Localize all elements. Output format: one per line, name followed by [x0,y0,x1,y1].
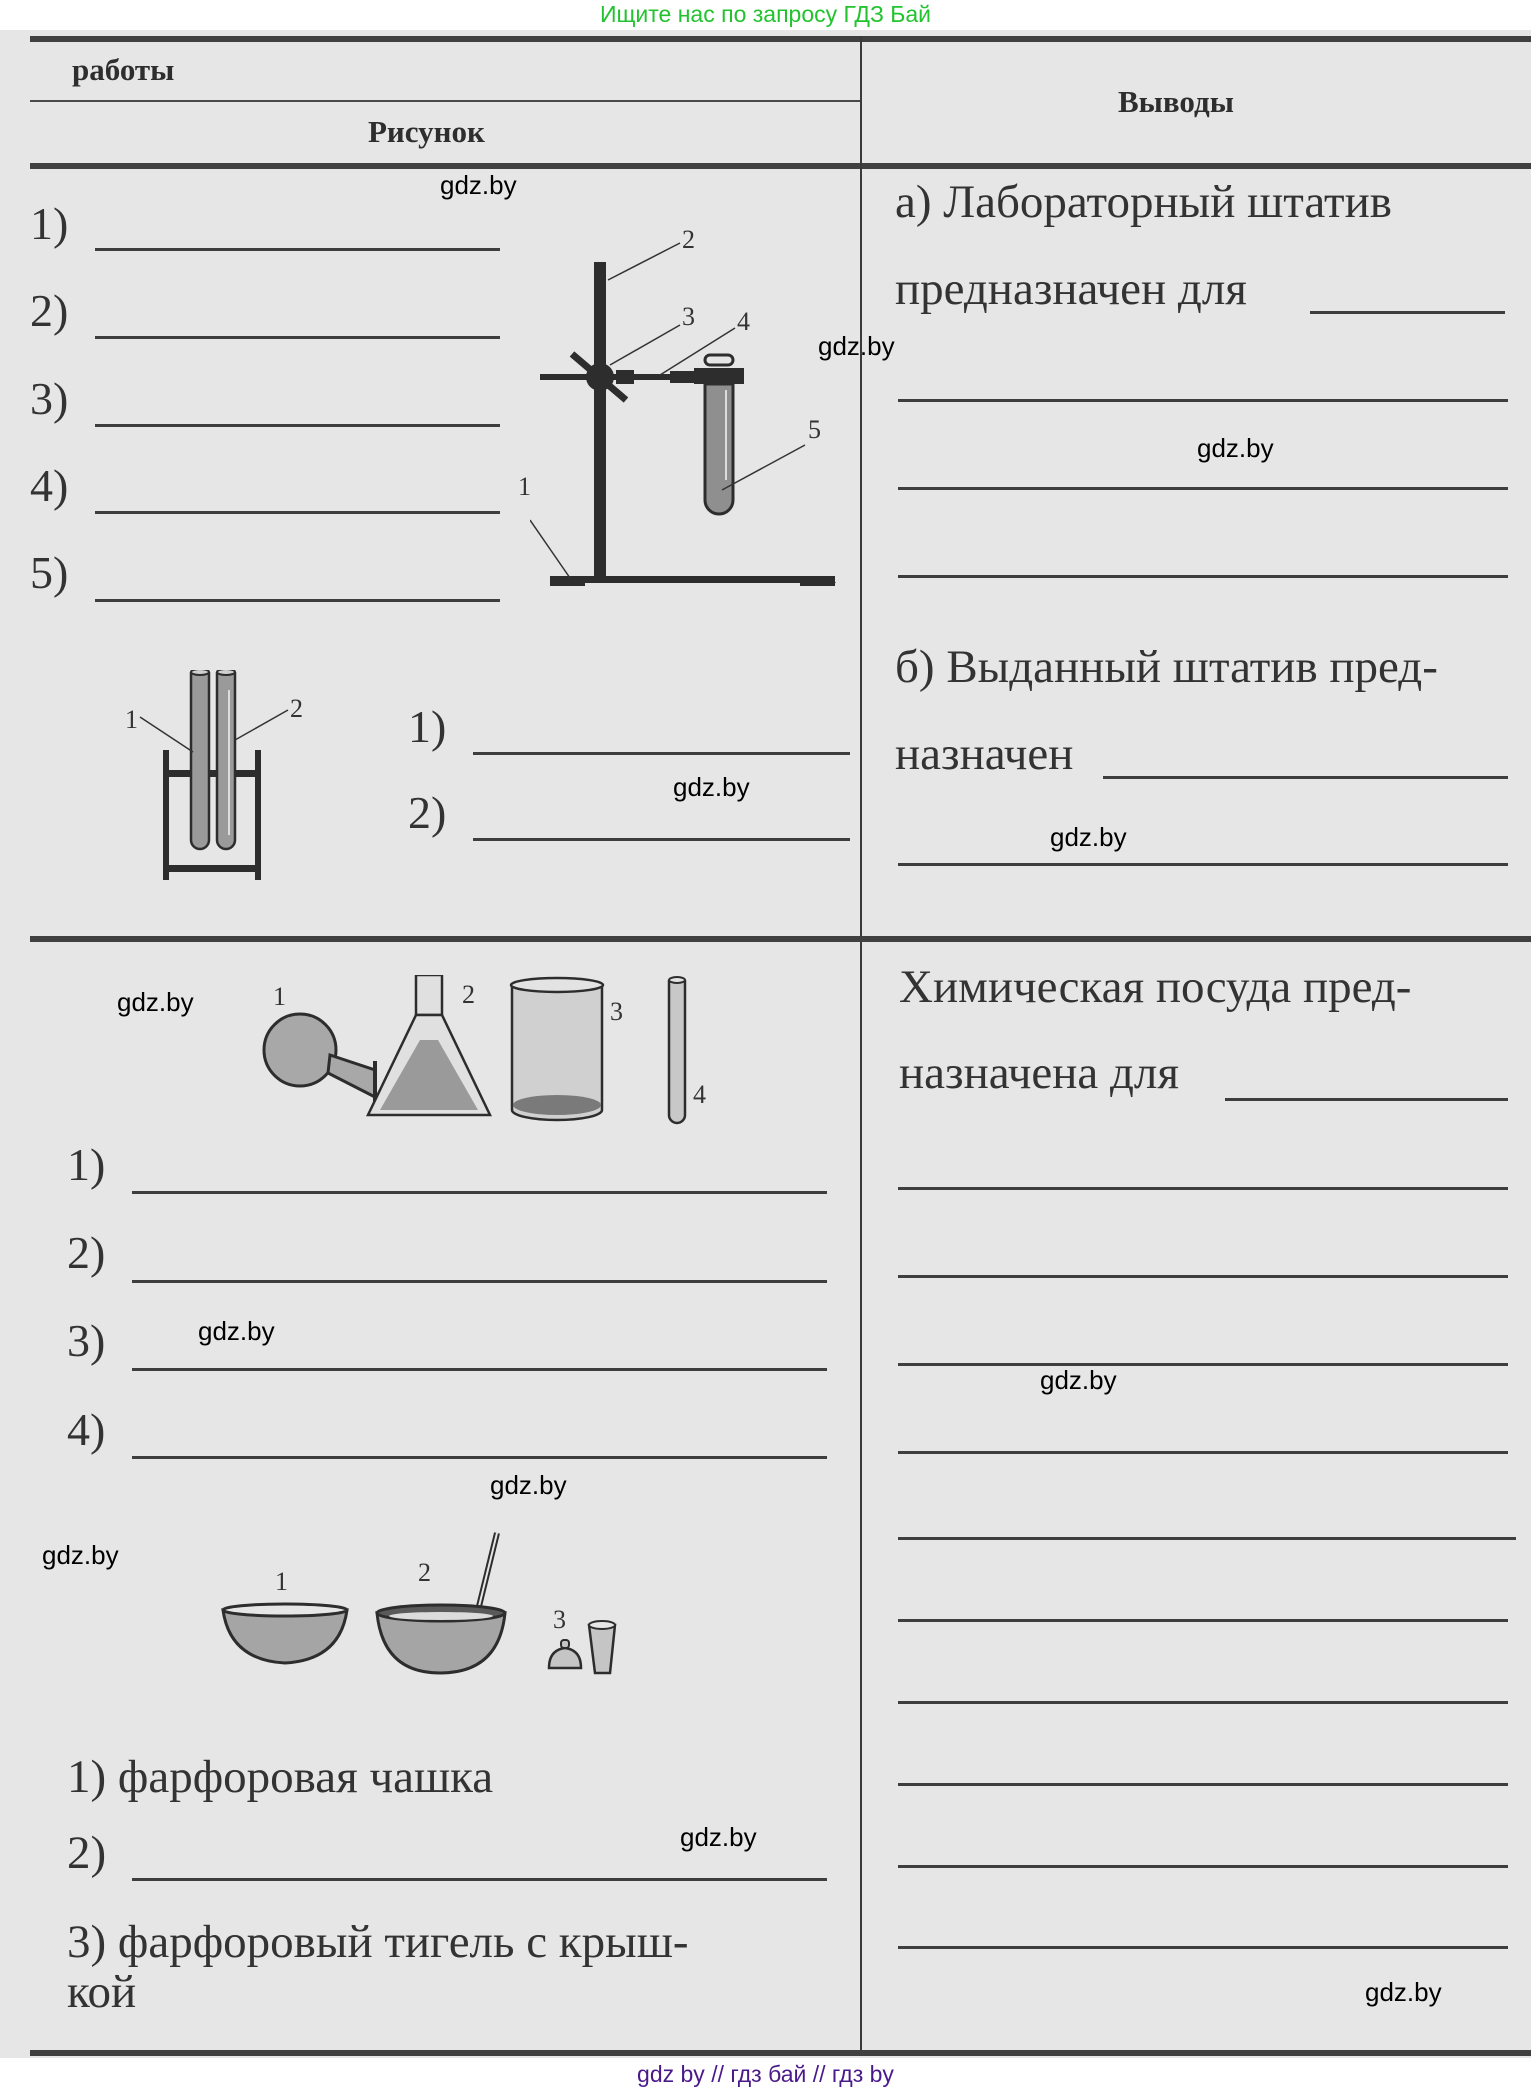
header-sub-divider [30,100,861,102]
answer-num: 3) [67,1315,106,1366]
answer-line[interactable] [95,511,500,514]
answer-num: 5) [30,547,69,598]
answer-num: 1) [408,701,447,752]
answer-line[interactable] [1103,776,1508,779]
header-left-top: работы [72,52,175,87]
answer-num: 2) [67,1227,106,1278]
answer-line[interactable] [95,336,500,339]
answer-num: 4) [30,460,69,511]
answer-line[interactable] [898,1783,1508,1786]
watermark: gdz.by [1365,1977,1442,2007]
answer-num: 3) [30,373,69,424]
bottom-banner: gdz by // гдз бай // гдз by [637,2061,894,2087]
answer-line[interactable] [1310,311,1505,314]
answer-line[interactable] [898,1451,1508,1454]
svg-text:5: 5 [808,415,821,444]
item-text: фарфоровый тигель с крыш- [117,1916,689,1968]
header-bottom-border [30,163,1531,169]
watermark: gdz.by [818,331,895,361]
watermark: gdz.by [1050,822,1127,852]
answer-num: 2) [30,285,69,336]
svg-text:3: 3 [553,1605,566,1634]
answer-num: 1) [30,198,69,249]
answer-line[interactable] [898,1363,1508,1366]
answer-line[interactable] [132,1191,827,1194]
porcelain-figure [215,1525,635,1675]
header-conclusions: Выводы [1118,84,1234,119]
stand-label-1: 1 [518,472,531,501]
answer-num: 2) [408,787,447,838]
conclusion-b-line1: б) Выданный штатив пред- [895,641,1438,693]
watermark: gdz.by [1197,433,1274,463]
svg-text:2: 2 [290,694,303,723]
answer-num: 4) [67,1404,106,1455]
watermark: gdz.by [1040,1365,1117,1395]
watermark: gdz.by [117,987,194,1017]
answer-line[interactable] [95,599,500,602]
watermark: gdz.by [673,772,750,802]
glassware-figure [250,975,720,1135]
answer-line[interactable] [95,248,500,251]
watermark: gdz.by [490,1470,567,1500]
porcelain-ware-icon [215,1525,635,1675]
watermark: gdz.by [440,170,517,200]
answer-line[interactable] [898,575,1508,578]
answer-line[interactable] [898,1275,1508,1278]
porcelain-item-2-num: 2) [67,1827,107,1879]
svg-text:2: 2 [462,980,475,1009]
answer-line[interactable] [132,1456,827,1459]
conclusion-a-line2: предназначен для [895,263,1247,315]
conclusion-glassware-line1: Химическая посуда пред- [899,961,1412,1013]
conclusion-a-line1: а) Лабораторный штатив [895,176,1392,228]
answer-line[interactable] [898,1187,1508,1190]
answer-line[interactable] [898,1865,1508,1868]
item-text: фарфоровая чашка [117,1751,494,1803]
table-bottom-border [30,2050,1531,2056]
test-tube-rack-icon [120,670,320,890]
svg-text:2: 2 [682,225,695,254]
item-num: 1) [67,1751,107,1803]
answer-line[interactable] [95,424,500,427]
item-num: 3) [67,1916,107,1968]
glassware-icon [250,975,720,1135]
lab-stand-icon [530,210,850,590]
lab-stand-figure [518,210,850,590]
answer-line[interactable] [898,1537,1516,1540]
answer-line[interactable] [473,752,850,755]
answer-line[interactable] [898,487,1508,490]
answer-line[interactable] [132,1368,827,1371]
watermark: gdz.by [680,1822,757,1852]
header-figure: Рисунок [368,114,485,149]
table-top-border [30,36,1531,42]
svg-text:3: 3 [610,997,623,1026]
answer-line[interactable] [898,863,1508,866]
porcelain-item-1 [67,1750,493,1804]
answer-line[interactable] [473,838,850,841]
conclusion-b-line2: назначен [895,728,1074,780]
porcelain-item-3 [67,1915,689,1969]
test-tube-rack-figure [120,670,320,890]
answer-line[interactable] [132,1878,827,1881]
answer-num: 1) [67,1139,106,1190]
porcelain-item-3-cont: кой [67,1966,137,2018]
answer-line[interactable] [898,1619,1508,1622]
top-banner: Ищите нас по запросу ГДЗ Бай [599,1,932,27]
answer-line[interactable] [898,399,1508,402]
section-divider [30,936,1531,942]
watermark: gdz.by [42,1540,119,1570]
svg-text:4: 4 [693,1080,706,1109]
svg-text:2: 2 [418,1558,431,1587]
watermark: gdz.by [198,1316,275,1346]
answer-line[interactable] [898,1701,1508,1704]
answer-line[interactable] [132,1280,827,1283]
answer-line[interactable] [898,1946,1508,1949]
svg-text:3: 3 [682,302,695,331]
svg-text:1: 1 [273,982,286,1011]
svg-text:4: 4 [737,307,750,336]
svg-text:1: 1 [275,1567,288,1596]
conclusion-glassware-line2: назначена для [899,1047,1179,1099]
svg-text:1: 1 [125,705,138,734]
answer-line[interactable] [1225,1098,1508,1101]
